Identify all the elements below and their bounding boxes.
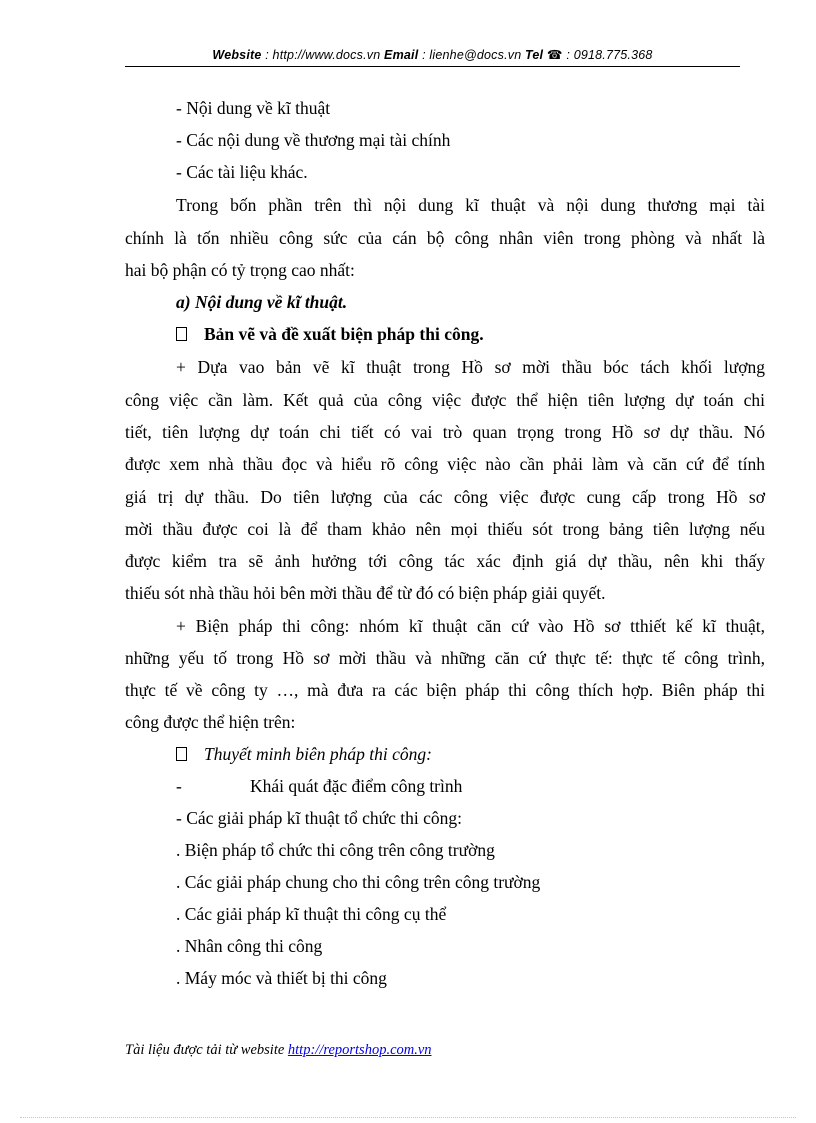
paragraph-line: giá trị dự thầu. Do tiên lượng của các công việc được cung cấp trong Hồ sơ: [125, 487, 765, 507]
website-url: : http://www.docs.vn: [261, 48, 385, 62]
paragraph-line: + Biện pháp thi công: nhóm kĩ thuật căn cứ vào Hồ sơ tthiết kế kĩ thuật,: [176, 616, 765, 636]
paragraph-line: được kiểm tra sẽ ảnh hưởng tới công tác xác định giá dự thầu, nên khi thấy: [125, 551, 765, 571]
header-divider: [125, 66, 740, 67]
checkbox-bullet-icon: [176, 747, 187, 761]
email-label: Email: [384, 48, 419, 62]
paragraph-line: chính là tốn nhiều công sức của cán bộ công nhân viên trong phòng và nhất là: [125, 228, 765, 248]
paragraph-line: thiếu sót nhà thầu hỏi bên mời thầu để từ đó có biện pháp giải quyết.: [125, 583, 606, 603]
paragraph-line: Trong bốn phần trên thì nội dung kĩ thuật và nội dung thương mại tài: [176, 195, 765, 215]
checkbox-bullet-icon: [176, 327, 187, 341]
footer-link[interactable]: http://reportshop.com.vn: [287, 1042, 432, 1058]
paragraph-line: mời thầu được coi là để tham khảo nên mọi thiếu sót trong bảng tiên lượng nếu: [125, 519, 765, 539]
paragraph-line: công được thể hiện trên:: [125, 712, 296, 732]
list-item: - Các giải pháp kĩ thuật tổ chức thi công:: [176, 808, 463, 828]
tel-label: Tel ☎: [525, 48, 563, 62]
website-label: Website: [212, 48, 262, 62]
paragraph-line: được xem nhà thầu đọc và hiểu rõ công việc nào cần phải làm và căn cứ để tính: [125, 454, 765, 474]
list-item: - Nội dung về kĩ thuật: [176, 98, 331, 118]
list-item: Khái quát đặc điểm công trình: [250, 776, 463, 796]
list-item: - Các nội dung về thương mại tài chính: [176, 130, 451, 150]
paragraph-line: hai bộ phận có tỷ trọng cao nhất:: [125, 260, 355, 280]
bottom-dotted-divider: [20, 1117, 796, 1118]
list-item: . Máy móc và thiết bị thi công: [176, 968, 387, 988]
footer-text: Tài liệu được tải từ website: [125, 1042, 288, 1058]
italic-list-item: [176, 743, 432, 765]
email-address: : lienhe@docs.vn: [418, 48, 526, 62]
paragraph-line: công việc cần làm. Kết quả của công việc được thể hiện tiên lượng dự toán chi: [125, 390, 765, 410]
paragraph-line: thực tế về công ty …, mà đưa ra các biện pháp thi công thích hợp. Biên pháp thi: [125, 680, 765, 700]
section-heading: a) Nội dung về kĩ thuật.: [176, 292, 348, 312]
italic-item-text: Thuyết minh biên pháp thi công:: [204, 744, 432, 764]
dash-marker: -: [176, 776, 182, 796]
paragraph-line: tiết, tiên lượng dự toán chi tiết có vai trò quan trọng trong Hồ sơ dự thầu. Nó: [125, 422, 765, 442]
page-header: [125, 47, 740, 62]
list-item: . Các giải pháp chung cho thi công trên công trường: [176, 872, 541, 892]
paragraph-line: + Dựa vao bản vẽ kĩ thuật trong Hồ sơ mời thầu bóc tách khối lượng: [176, 357, 765, 377]
tel-number: : 0918.775.368: [562, 48, 653, 62]
subsection-heading: [176, 323, 484, 345]
list-item: - Các tài liệu khác.: [176, 162, 308, 182]
list-item: . Biện pháp tổ chức thi công trên công trường: [176, 840, 495, 860]
paragraph-line: những yếu tố trong Hồ sơ mời thầu và những căn cứ thực tế: thực tế công trình,: [125, 648, 765, 668]
subsection-heading-text: Bản vẽ và đề xuất biện pháp thi công.: [204, 324, 484, 344]
page-footer: [125, 1042, 432, 1059]
list-item: . Các giải pháp kĩ thuật thi công cụ thể: [176, 904, 447, 924]
list-item: . Nhân công thi công: [176, 936, 323, 956]
